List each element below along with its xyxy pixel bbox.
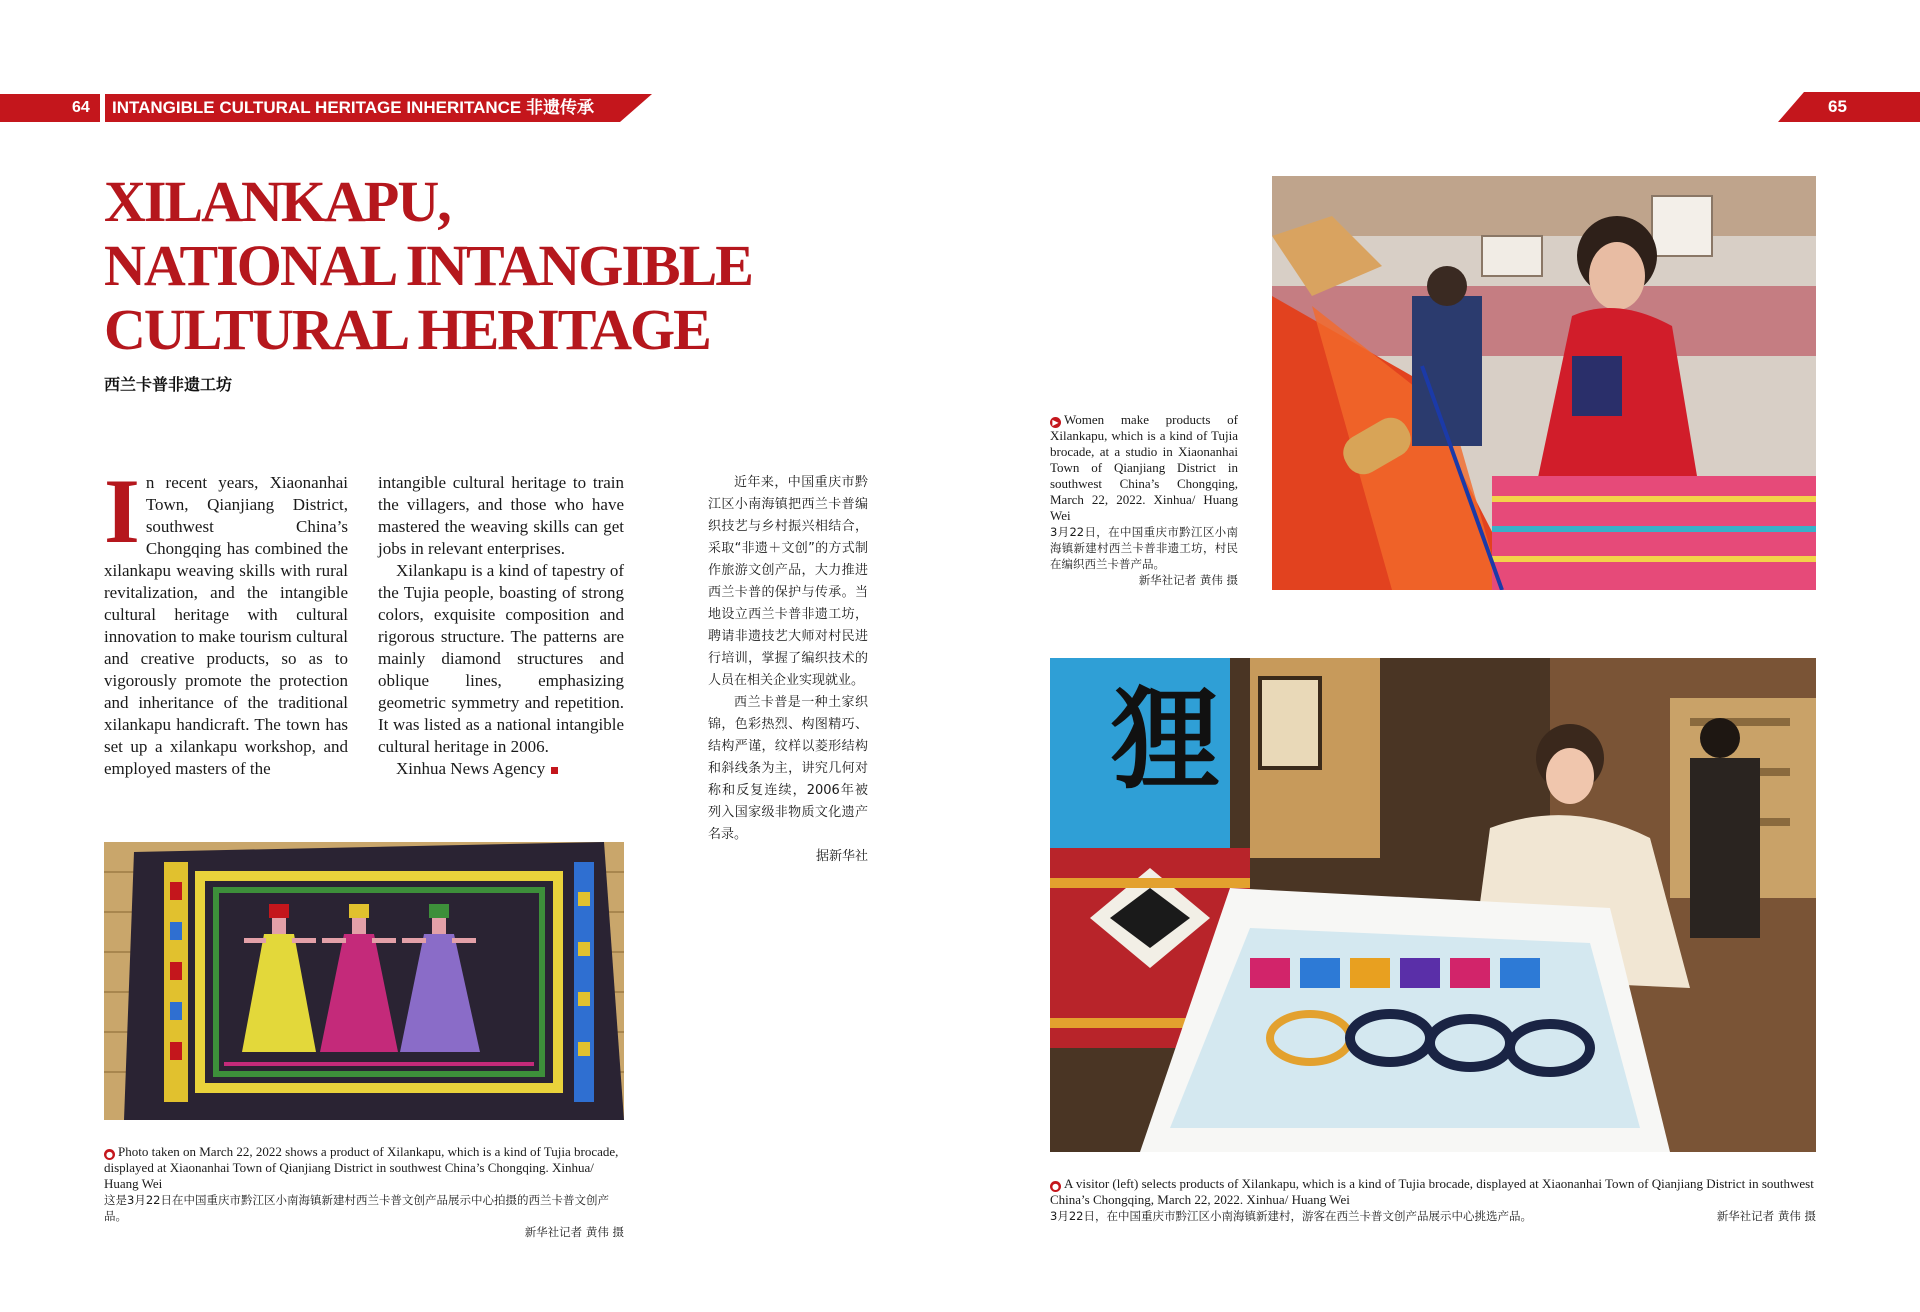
caption-english: A visitor (left) selects products of Xilankapu, which is a kind of Tujia brocade, displayed at Xiaonanhai Town of Qianjiang District in southwest China’s Chongqing, March 22, 2022. Xinhua/ Huang Wei bbox=[1050, 1176, 1814, 1207]
photo-women-weaving bbox=[1272, 176, 1816, 590]
paragraph: n recent years, Xiaonanhai Town, Qianjiang District, southwest China’s Chongqing has combined the xilankapu weaving skills with rural revitalization, and the intangible cultural heritage with cultural innovation to make tourism cultural and creative products, so as to vigorously promote the protection and inheritance of the traditional xilankapu handicraft. The town has set up a xilankapu workshop, and employed masters of the bbox=[104, 473, 348, 778]
caption-credit: 新华社记者 黄伟 摄 bbox=[524, 1225, 624, 1239]
showroom-illustration bbox=[1050, 658, 1816, 1152]
paragraph: Xilankapu is a kind of tapestry of the Tujia people, boasting of strong colors, exquisite composition and rigorous structure. The patterns are mainly diamond structures and oblique lines, emphasizing geometric symmetry and repetition. It was listed as a national intangible cultural heritage in 2006. bbox=[378, 561, 624, 756]
photo-visitor-selecting bbox=[1050, 658, 1816, 1152]
header-divider bbox=[100, 94, 105, 122]
photo-3-caption bbox=[1050, 1176, 1816, 1224]
title-line: CULTURAL HERITAGE bbox=[104, 297, 710, 362]
caption-chinese: 这是3月22日在中国重庆市黔江区小南海镇新建村西兰卡普文创产品展示中心拍摄的西兰卡普文创产品。 bbox=[104, 1193, 609, 1223]
weaving-studio-illustration bbox=[1272, 176, 1816, 590]
body-column-1 bbox=[104, 460, 348, 780]
caption-camera-icon: ● bbox=[1050, 1181, 1061, 1192]
header-band bbox=[1804, 92, 1920, 122]
photo-2-caption bbox=[1050, 412, 1238, 588]
paragraph: intangible cultural heritage to train the villagers, and those who have mastered the weaving skills can get jobs in relevant enterprises. bbox=[378, 473, 624, 558]
photo-xilankapu-tapestry bbox=[104, 842, 624, 1120]
left-page-number: 64 bbox=[72, 99, 90, 116]
caption-english: Photo taken on March 22, 2022 shows a product of Xilankapu, which is a kind of Tujia brocade, displayed at Xiaonanhai Town of Qianjiang District in southwest China’s Chongqing. Xinhua/ Huang Wei bbox=[104, 1144, 619, 1191]
source-signature: 据新华社 bbox=[815, 849, 868, 864]
caption-chinese: 3月22日，在中国重庆市黔江区小南海镇新建村西兰卡普非遗工坊，村民在编织西兰卡普产品。 bbox=[1050, 525, 1238, 571]
body-column-2 bbox=[378, 472, 624, 780]
body-column-chinese bbox=[708, 472, 868, 868]
caption-chinese: 3月22日，在中国重庆市黔江区小南海镇新建村，游客在西兰卡普文创产品展示中心挑选产品。 bbox=[1050, 1209, 1532, 1223]
end-mark-icon bbox=[551, 767, 558, 774]
tapestry-illustration bbox=[104, 842, 624, 1120]
caption-camera-icon: ● bbox=[104, 1149, 115, 1160]
right-page-number: 65 bbox=[1828, 97, 1847, 116]
title-line: XILANKAPU, bbox=[104, 169, 450, 234]
paragraph-zh: 西兰卡普是一种土家织锦，色彩热烈、构图精巧、结构严谨，纹样以菱形结构和斜线条为主，讲究几何对称和反复连续，2006年被列入国家级非物质文化遗产名录。 bbox=[708, 695, 868, 842]
caption-english: Women make products of Xilankapu, which is a kind of Tujia brocade, at a studio in Xiaonanhai Town of Qianjiang District in southwest China’s Chongqing, March 22, 2022. Xinhua/ Huang Wei bbox=[1050, 412, 1238, 523]
caption-credit: 新华社记者 黄伟 摄 bbox=[1716, 1209, 1816, 1223]
right-page-header bbox=[1804, 92, 1920, 122]
caption-arrow-icon: ▶ bbox=[1050, 417, 1061, 428]
header-band-tip bbox=[1778, 92, 1804, 122]
paragraph-zh: 近年来，中国重庆市黔江区小南海镇把西兰卡普编织技艺与乡村振兴相结合，采取“非遗＋文创”的方式制作旅游文创产品，大力推进西兰卡普的保护与传承。当地设立西兰卡普非遗工坊，聘请非遗技艺大师对村民进行培训，掌握了编织技术的人员在相关企业实现就业。 bbox=[708, 475, 868, 688]
title-line: NATIONAL INTANGIBLE bbox=[104, 233, 752, 298]
drop-cap: I bbox=[104, 460, 140, 562]
section-title: INTANGIBLE CULTURAL HERITAGE INHERITANCE 非遗传承 bbox=[112, 98, 594, 117]
article-title bbox=[104, 170, 804, 362]
agency-name: Xinhua News Agency bbox=[396, 759, 546, 778]
tapestry-glyph: 狸 bbox=[1110, 676, 1220, 804]
photo-1-caption bbox=[104, 1144, 624, 1240]
article-subtitle: 西兰卡普非遗工坊 bbox=[104, 375, 233, 394]
left-page-header bbox=[0, 94, 652, 122]
agency-signature bbox=[378, 758, 624, 780]
caption-credit: 新华社记者 黄伟 摄 bbox=[1138, 573, 1238, 587]
header-band-tip bbox=[620, 94, 652, 122]
